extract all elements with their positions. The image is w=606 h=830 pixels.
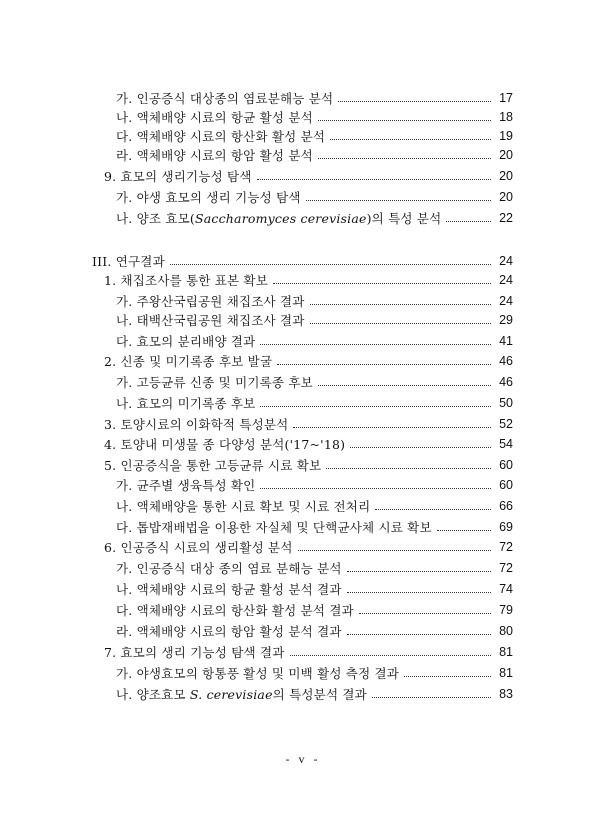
toc-dot-leader (293, 426, 491, 428)
toc-entry (104, 433, 513, 455)
toc-dot-leader (404, 675, 491, 677)
toc-entry-title (104, 538, 293, 556)
toc-entry-title-text: 3. 토양시료의 이화학적 특성분석 (104, 417, 289, 432)
toc-entry (116, 683, 513, 705)
toc-entry-title (116, 497, 370, 515)
toc-entry-title (116, 518, 432, 536)
toc-page-number: 24 (499, 254, 513, 268)
toc-dot-leader (170, 263, 491, 265)
toc-page-number: 66 (499, 499, 513, 513)
toc-entry (116, 557, 513, 579)
toc-page-number: 24 (499, 294, 513, 308)
toc-dot-leader (260, 405, 491, 407)
toc-entry-title (116, 188, 301, 206)
toc-dot-leader (310, 322, 491, 324)
toc-dot-leader (446, 220, 491, 222)
toc-entry-title-text: 7. 효모의 생리 기능성 탐색 결과 (104, 645, 285, 660)
toc-dot-leader (277, 363, 491, 365)
toc-entry-title (116, 292, 305, 310)
toc-entry-title (104, 435, 345, 453)
toc-entry-title (116, 146, 313, 164)
toc-entry-title-italic: S. cerevisiae (189, 687, 273, 702)
toc-entry (116, 578, 513, 600)
toc-page-number: 83 (499, 687, 513, 701)
toc-dot-leader (347, 591, 491, 593)
toc-entry-title-text: 4. 토양내 미생물 종 다양성 분석('17~'18) (104, 437, 346, 452)
toc-entry-title (116, 580, 342, 598)
toc-entry-title (104, 643, 285, 661)
toc-entry-title-text: 2. 신종 및 미기록종 후보 발굴 (104, 354, 273, 369)
toc-page-number: 20 (499, 169, 513, 183)
toc-entry-title (116, 601, 354, 619)
toc-dot-leader (257, 178, 491, 180)
toc-page-number: 46 (499, 375, 513, 389)
toc-entry-title (116, 622, 342, 640)
toc-page-number: 74 (499, 582, 513, 596)
toc-entry-title-text: 다. 톱밥재배법을 이용한 자실체 및 단핵균사체 시료 확보 (116, 520, 432, 535)
toc-page-number: 20 (499, 190, 513, 204)
toc-page-number: 52 (499, 417, 513, 431)
toc-entry-title-text: 라. 액체배양 시료의 항암 활성 분석 결과 (116, 624, 342, 639)
toc-entry-title-text: 가. 인공증식 대상 종의 염료 분해능 분석 (116, 561, 342, 576)
toc-page-number: 24 (499, 273, 513, 287)
toc-entry (116, 392, 513, 414)
toc-entry-title (116, 685, 367, 703)
toc-dot-leader (260, 487, 491, 489)
toc-page-number: 41 (499, 334, 513, 348)
toc-entry-title (116, 373, 313, 391)
toc-entry-title-text: III. 연구결과 (92, 254, 165, 269)
toc-entry (104, 413, 513, 435)
toc-dot-leader (338, 100, 491, 102)
toc-page-number: 18 (499, 110, 513, 124)
toc-entry-title-text: 나. 액체배양 시료의 항균 활성 분석 (116, 110, 313, 125)
toc-dot-leader (347, 633, 491, 635)
toc-entry-title-text: 가. 고등균류 신종 및 미기록종 후보 (116, 375, 313, 390)
toc-dot-leader (310, 303, 491, 305)
toc-entry-title-text: 5. 인공증식을 통한 고등균류 시료 확보 (104, 458, 322, 473)
toc-dot-leader (260, 343, 491, 345)
toc-entry (104, 641, 513, 663)
toc-entry-title (104, 352, 272, 370)
toc-entry-title-text: 나. 액체배양 시료의 항균 활성 분석 결과 (116, 582, 342, 597)
toc-dot-leader (330, 138, 491, 140)
toc-entry-title-text: 나. 양조 효모( (116, 211, 195, 226)
toc-entry-title-text: 가. 주왕산국립공원 채집조사 결과 (116, 294, 305, 309)
toc-page-number: 22 (499, 211, 513, 225)
toc-dot-leader (318, 119, 491, 121)
toc-dot-leader (326, 467, 491, 469)
toc-page-number: 79 (499, 603, 513, 617)
toc-entry-title-text: 나. 양조효모 (116, 687, 190, 702)
toc-page-number: 20 (499, 148, 513, 162)
toc-entry-title-text: 라. 액체배양 시료의 항암 활성 분석 (116, 148, 313, 163)
toc-entry-title-text: 나. 효모의 미기록종 후보 (116, 396, 256, 411)
toc-page-number: 46 (499, 354, 513, 368)
toc-entry-title-text: 1. 채집조사를 통한 표본 확보 (104, 273, 269, 288)
toc-entry (116, 495, 513, 517)
toc-entry-title (116, 108, 313, 126)
toc-entry-title-text: 나. 태백산국립공원 채집조사 결과 (116, 313, 305, 328)
toc-entry-title (92, 252, 165, 270)
toc-entry (116, 516, 513, 538)
toc-entry-title (116, 89, 333, 107)
toc-entry-title (116, 332, 255, 350)
toc-entry (116, 662, 513, 684)
toc-entry-title-text: 가. 균주별 생육특성 확인 (116, 478, 256, 493)
toc-page-number: 54 (499, 437, 513, 451)
toc-page-number: 72 (499, 540, 513, 554)
toc-entry (116, 186, 513, 208)
toc-page-number: 50 (499, 396, 513, 410)
toc-entry-title (104, 456, 321, 474)
toc-entry (116, 309, 513, 331)
toc-entry-title-text: 다. 액체배양 시료의 항산화 활성 분석 결과 (116, 603, 354, 618)
toc-entry (104, 350, 513, 372)
toc-dot-leader (273, 282, 491, 284)
toc-dot-leader (298, 549, 491, 551)
toc-entry (116, 599, 513, 621)
toc-entry-title-italic: Saccharomyces cerevisiae (194, 211, 367, 226)
toc-dot-leader (290, 654, 492, 656)
toc-entry (116, 144, 513, 166)
toc-entry-title-text: 다. 액체배양 시료의 항산화 활성 분석 (116, 129, 326, 144)
toc-entry-title-text: 가. 야생 효모의 생리 기능성 탐색 (116, 190, 301, 205)
toc-page-number: 60 (499, 478, 513, 492)
toc-entry (116, 371, 513, 393)
toc-entry (104, 165, 513, 187)
toc-dot-leader (372, 696, 491, 698)
toc-entry (116, 474, 513, 496)
toc-page-number: 29 (499, 313, 513, 327)
toc-dot-leader (347, 570, 491, 572)
toc-dot-leader (359, 612, 491, 614)
toc-entry-title (104, 415, 288, 433)
page-number: - v - (285, 752, 321, 766)
toc-page-number: 60 (499, 458, 513, 472)
toc-page-number: 80 (499, 624, 513, 638)
toc-page-number: 81 (499, 666, 513, 680)
toc-dot-leader (318, 157, 491, 159)
toc-page-number: 19 (499, 129, 513, 143)
toc-page-number: 17 (499, 91, 513, 105)
toc-entry (104, 454, 513, 476)
toc-entry-title-text: 나. 액체배양을 통한 시료 확보 및 시료 전처리 (116, 499, 371, 514)
toc-entry-title (116, 664, 399, 682)
toc-page-number: 81 (499, 645, 513, 659)
toc-entry (116, 330, 513, 352)
toc-entry-title (116, 394, 255, 412)
toc-entry-title (116, 476, 255, 494)
toc-dot-leader (375, 508, 491, 510)
toc-entry-title-text: 의 특성분석 결과 (272, 687, 367, 702)
toc-entry (104, 269, 513, 291)
toc-entry-title (116, 209, 441, 227)
toc-entry-title-text: 가. 야생효모의 항통풍 활성 및 미백 활성 측정 결과 (116, 666, 400, 681)
toc-entry-title (116, 559, 342, 577)
toc-entry-title (116, 311, 305, 329)
toc-entry-title-text: 가. 인공증식 대상종의 염료분해능 분석 (116, 91, 334, 106)
toc-entry (116, 620, 513, 642)
toc-page-number: 72 (499, 561, 513, 575)
toc-dot-leader (306, 199, 491, 201)
toc-entry (116, 207, 513, 229)
toc-entry (104, 536, 513, 558)
toc-page-number: 69 (499, 520, 513, 534)
toc-entry-title-text: 다. 효모의 분리배양 결과 (116, 334, 256, 349)
toc-entry-title (104, 167, 252, 185)
toc-entry-title (116, 127, 325, 145)
toc-entry-title-text: )의 특성 분석 (366, 211, 442, 226)
toc-dot-leader (318, 384, 491, 386)
toc-dot-leader (437, 529, 491, 531)
toc-entry-title-text: 6. 인공증식 시료의 생리활성 분석 (104, 540, 293, 555)
toc-entry-title-text: 9. 효모의 생리기능성 탐색 (104, 169, 252, 184)
toc-dot-leader (350, 446, 491, 448)
toc-entry-title (104, 271, 268, 289)
